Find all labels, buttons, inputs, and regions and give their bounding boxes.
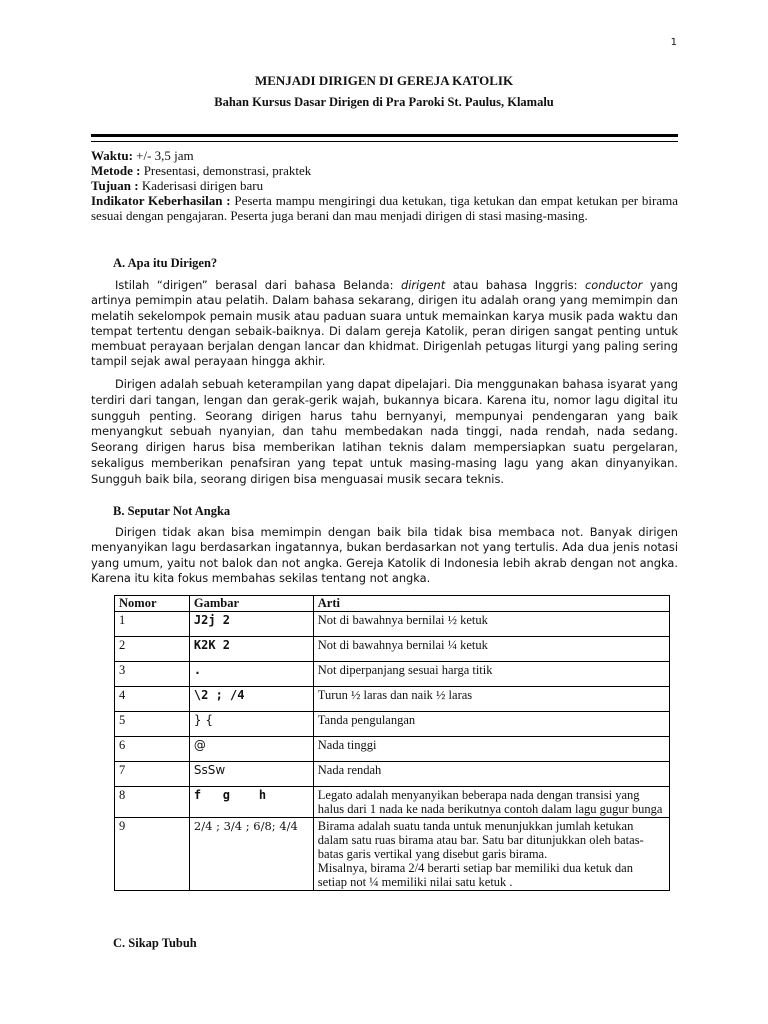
cell-arti: Nada tinggi [313, 737, 669, 762]
cell-gambar: J2j 2 [189, 612, 313, 637]
cell-nomor: 3 [115, 662, 190, 687]
metode-label: Metode : [91, 163, 141, 178]
table-header-row [115, 596, 670, 612]
course-info [91, 148, 678, 223]
table-row [115, 637, 670, 662]
tujuan-value: Kaderisasi dirigen baru [138, 178, 264, 193]
section-a-heading: A. Apa itu Dirigen? [113, 256, 218, 270]
cell-arti: Legato adalah menyanyikan beberapa nada dengan transisi yang halus dari 1 nada ke nada berikutnya contoh dalam lagu gugur bunga [313, 787, 669, 818]
cell-arti [313, 818, 669, 891]
notation-table [114, 595, 670, 891]
p1-term-conductor: conductor [584, 278, 643, 292]
cell-nomor: 1 [115, 612, 190, 637]
section-b-paragraph [91, 525, 678, 586]
document-subtitle: Bahan Kursus Dasar Dirigen di Pra Paroki St. Paulus, Klamalu [214, 95, 554, 109]
table-row [115, 612, 670, 637]
indikator-value: Peserta mampu mengiringi dua ketukan, tiga ketukan dan empat ketukan per birama sesuai dengan pengajaran. Peserta juga berani dan mau menjadi dirigen di stasi masing-masing. [91, 193, 678, 223]
p1-text-e: yang artinya pemimpin atau pelatih. Dalam bahasa sekarang, dirigen itu adalah orang yang memimpin dan melatih sekelompok pemain musik atau paduan suara untuk memainkan karya musik pada waktu dan tempat tertentu dengan sebaik-baiknya. Di dalam gereja Katolik, peran dirigen sangat penting untuk membuat perayaan berjalan dengan lancar dan khidmat. Dirigenlah petugas liturgi yang paling sering tampil sejak awal perayaan hingga akhir. [91, 278, 678, 369]
divider-thick [91, 134, 678, 137]
cell-arti: Not diperpanjang sesuai harga titik [313, 662, 669, 687]
cell-gambar: SsSw [189, 762, 313, 787]
indikator-label: Indikator Keberhasilan : [91, 193, 231, 208]
cell-arti: Tanda pengulangan [313, 712, 669, 737]
header-arti: Arti [313, 596, 669, 612]
cell-gambar: . [189, 662, 313, 687]
indikator-line [91, 193, 678, 223]
cell-nomor: 5 [115, 712, 190, 737]
b-p1-text: Dirigen tidak akan bisa memimpin dengan baik bila tidak bisa membaca not. Banyak dirigen menyanyikan lagu berdasarkan ingatannya, bukan berdasarkan not yang tertulis. Ada dua jenis notasi yang umum, yaitu not balok dan not angka. Gereja Katolik di Indonesia lebih akrab dengan not angka. Karena itu kita fokus membahas sekilas tentang not angka. [91, 525, 678, 585]
cell-arti: Not di bawahnya bernilai ½ ketuk [313, 612, 669, 637]
cell-gambar: \2 ; /4 [189, 687, 313, 712]
section-a-paragraph-2 [91, 377, 678, 488]
section-c-heading: C. Sikap Tubuh [113, 936, 197, 950]
table-row [115, 662, 670, 687]
cell-nomor: 9 [115, 818, 190, 891]
page-number: 1 [670, 37, 677, 48]
table-row [115, 787, 670, 818]
tujuan-line [91, 178, 678, 193]
cell-arti: Not di bawahnya bernilai ¼ ketuk [313, 637, 669, 662]
header-nomor: Nomor [115, 596, 190, 612]
header-gambar: Gambar [189, 596, 313, 612]
p1-term-dirigent: dirigent [401, 278, 446, 292]
table-row [115, 687, 670, 712]
waktu-line [91, 148, 678, 163]
waktu-label: Waktu: [91, 148, 133, 163]
waktu-value: +/- 3,5 jam [132, 148, 194, 163]
section-a-paragraph-1 [91, 278, 678, 370]
cell-arti: Turun ½ laras dan naik ½ laras [313, 687, 669, 712]
cell-nomor: 4 [115, 687, 190, 712]
divider-thin [91, 141, 678, 142]
table-row [115, 818, 670, 891]
p2-text: Dirigen adalah sebuah keterampilan yang dapat dipelajari. Dia menggunakan bahasa isyarat yang terdiri dari tangan, lengan dan gerak-gerik wajah, bukannya bicara. Karena itu, nomor lagu digital itu sungguh penting. Seorang dirigen harus tahu bernyanyi, mempunyai pendengaran yang baik menyangkut sebuah nyanyian, dan tahu membedakan nada tinggi, nada rendah, nada sedang. Seorang dirigen harus bisa memberikan latihan teknis dalam mempersiapkan suatu pergelaran, sekaligus memberikan penafsiran yang tepat untuk masing-masing lagu yang akan dinyanyikan. Sungguh baik bila, seorang dirigen bisa menguasai musik secara teknis. [91, 377, 679, 486]
cell-nomor: 8 [115, 787, 190, 818]
metode-value: Presentasi, demonstrasi, praktek [140, 163, 312, 178]
document-title: MENJADI DIRIGEN DI GEREJA KATOLIK [254, 73, 514, 88]
cell-gambar: 2/4 ; 3/4 ; 6/8; 4/4 [189, 818, 313, 891]
metode-line [91, 163, 678, 178]
birama-definition: Birama adalah suatu tanda untuk menunjukkan jumlah ketukan dalam satu ruas birama atau bar. Satu bar ditunjukkan oleh batas-batas garis vertikal yang disebut garis birama. [317, 819, 644, 861]
tujuan-label: Tujuan : [91, 178, 139, 193]
section-b-heading: B. Seputar Not Angka [113, 504, 231, 518]
cell-nomor: 7 [115, 762, 190, 787]
cell-gambar: f g h [189, 787, 313, 818]
birama-example: Misalnya, birama 2/4 berarti setiap bar memiliki dua ketuk dan setiap not ¼ memiliki nilai satu ketuk . [317, 861, 633, 889]
table-row [115, 762, 670, 787]
cell-gambar: K2K 2 [189, 637, 313, 662]
cell-nomor: 2 [115, 637, 190, 662]
table-row [115, 712, 670, 737]
cell-nomor: 6 [115, 737, 190, 762]
cell-gambar: } { [189, 712, 313, 737]
p1-text-c: atau bahasa Inggris: [445, 278, 585, 292]
cell-arti: Nada rendah [313, 762, 669, 787]
cell-gambar: @ [189, 737, 313, 762]
p1-text-a: Istilah “dirigen” berasal dari bahasa Belanda: [115, 278, 402, 292]
table-row [115, 737, 670, 762]
